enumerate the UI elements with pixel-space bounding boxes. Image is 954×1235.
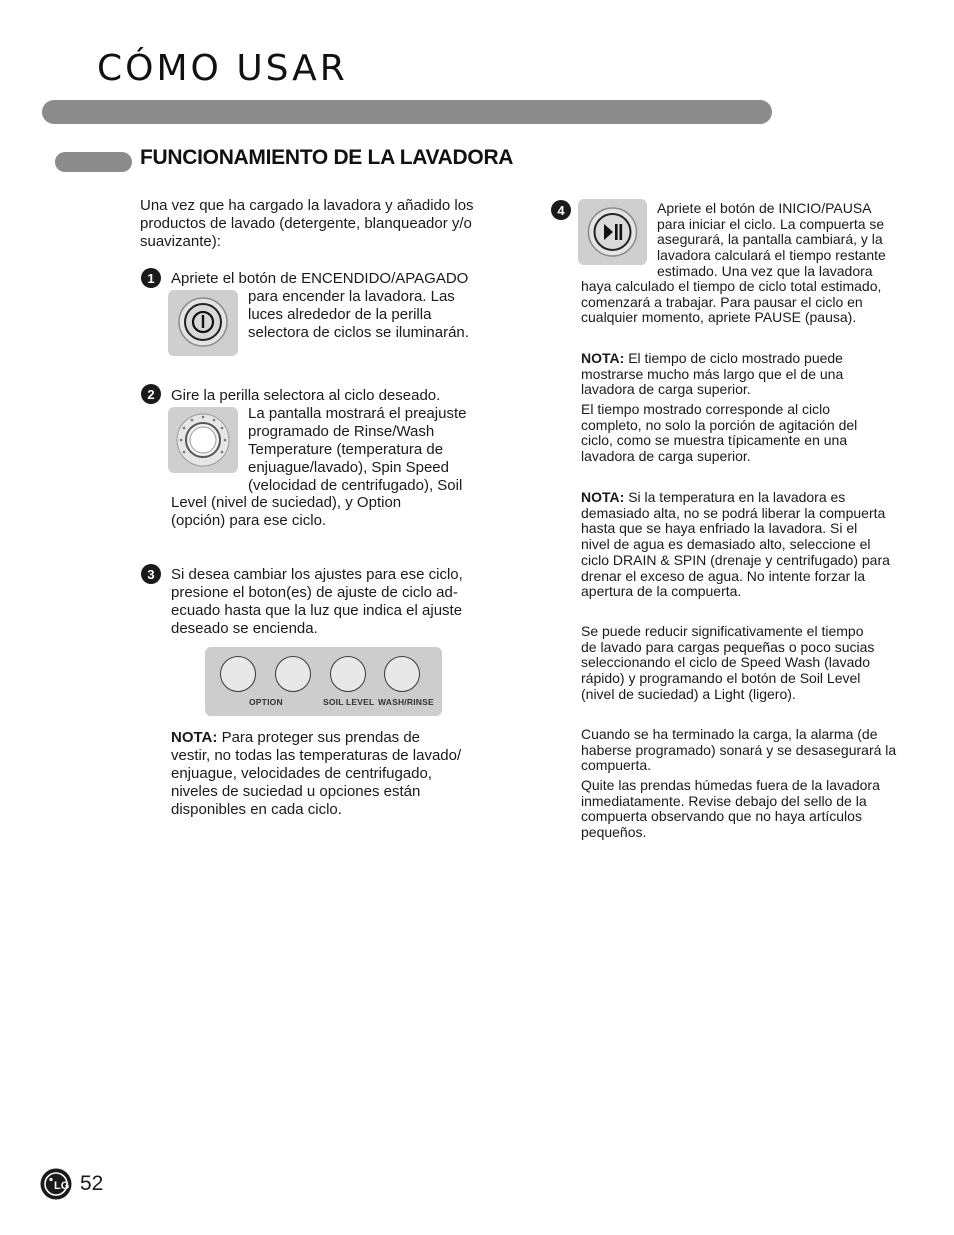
paragraph-line: ciclo, como se muestra típicamente en una	[581, 432, 848, 449]
note-line: Para proteger sus prendas de	[221, 729, 421, 746]
power-button-image	[168, 290, 238, 356]
cycle-knob-icon	[168, 407, 238, 473]
paragraph-line: de lavado para cargas pequeñas o poco sucias	[581, 638, 875, 655]
paragraph-line: El tiempo mostrado corresponde al ciclo	[581, 401, 831, 417]
step3-line: presione el boton(es) de ajuste de ciclo ad-	[171, 584, 458, 601]
paragraph-line: Quite las prendas húmedas fuera de la lavadora	[581, 777, 880, 793]
paragraph-line: lavadora de carga superior.	[581, 448, 751, 465]
note-line: niveles de suciedad u opciones están	[171, 783, 421, 800]
note-label: NOTA:	[581, 350, 625, 366]
panel-button-wash-rinse	[384, 656, 420, 692]
step-number-3: 3	[141, 564, 161, 584]
cycle-settings-panel-image	[205, 647, 442, 716]
step4-line: cualquier momento, apriete PAUSE (pausa).	[581, 309, 857, 326]
page-title: CÓMO USAR	[97, 48, 348, 89]
lg-logo-icon	[40, 1168, 72, 1200]
step4-line: estimado. Una vez que la lavadora	[657, 262, 873, 279]
intro-text: Una vez que ha cargado la lavadora y añadido los productos de lavado (detergente, blanqueador y/o suavizante):	[140, 197, 474, 250]
step1-line: selectora de ciclos se iluminarán.	[248, 324, 469, 341]
step4-line: asegurará, la pantalla cambiará, y la	[657, 231, 883, 248]
note-line: El tiempo de ciclo mostrado puede	[628, 350, 843, 366]
step1-line: para encender la lavadora. Las	[248, 288, 455, 305]
note-line: hasta que se haya enfriado la lavadora. Si el	[581, 520, 858, 537]
step4-line: para iniciar el ciclo. La compuerta se	[657, 215, 885, 232]
step4-line: lavadora calculará el tiempo restante	[657, 247, 886, 264]
step2-line: programado de Rinse/Wash	[248, 423, 435, 440]
note-label: NOTA:	[581, 489, 625, 505]
panel-button	[220, 656, 256, 692]
step-number-4: 4	[551, 200, 571, 220]
right-paragraph-2	[581, 624, 874, 703]
step3-line: Si desea cambiar los ajustes para ese ciclo,	[171, 566, 463, 583]
panel-button-option	[275, 656, 311, 692]
step2-line: (opción) para ese ciclo.	[171, 512, 327, 529]
note-line: mostrarse mucho más largo que el de una	[581, 365, 844, 382]
step3-line: ecuado hasta que la luz que indica el ajuste	[171, 602, 463, 619]
paragraph-line: (nivel de suciedad) a Light (ligero).	[581, 685, 796, 702]
start-pause-button-image	[578, 199, 647, 265]
panel-label-wash-rinse: WASH/RINSE	[378, 697, 434, 707]
step4-line: comenzará a trabajar. Para pausar el ciclo en	[581, 293, 863, 310]
note-line: demasiado alta, no se podrá liberar la compuerta	[581, 504, 886, 521]
step2-line: Gire la perilla selectora al ciclo deseado.	[171, 387, 441, 404]
panel-button-soil-level	[330, 656, 366, 692]
note-line: drenar el exceso de agua. No intente forzar la	[581, 567, 866, 584]
panel-label-option: OPTION	[249, 697, 283, 707]
paragraph-line: completo, no solo la porción de agitación del	[581, 416, 858, 433]
note-label: NOTA:	[171, 729, 218, 746]
step2-line: (velocidad de centrifugado), Soil	[248, 477, 463, 494]
lg-logo	[40, 1168, 72, 1200]
cycle-knob-image	[168, 407, 238, 473]
right-note-2	[581, 490, 890, 600]
lg-logo-text: LG	[54, 1180, 70, 1192]
page-number: 52	[80, 1172, 104, 1195]
right-paragraph-4	[581, 778, 880, 841]
note-line: lavadora de carga superior.	[581, 381, 751, 398]
step3-line: deseado se encienda.	[171, 620, 318, 637]
note-line: enjuague, velocidades de centrifugado,	[171, 765, 433, 782]
paragraph-line: compuerta.	[581, 757, 652, 774]
note-line: ciclo DRAIN & SPIN (drenaje y centrifugado) para	[581, 551, 890, 568]
section-marker	[55, 152, 132, 172]
step-number-2: 2	[141, 384, 161, 404]
step1-line: luces alrededor de la perilla	[248, 306, 432, 323]
note-line: nivel de agua es demasiado alto, seleccione el	[581, 536, 871, 553]
left-note	[171, 729, 461, 819]
play-pause-icon	[578, 199, 647, 265]
step2-line: Temperature (temperatura de	[248, 441, 444, 458]
paragraph-line: rápido) y programando el botón de Soil Level	[581, 670, 861, 687]
paragraph-line: haberse programado) sonará y se desasegurará la	[581, 741, 897, 758]
section-title: FUNCIONAMIENTO DE LA LAVADORA	[140, 146, 514, 169]
step2-line: Level (nivel de suciedad), y Option	[171, 494, 402, 511]
paragraph-line: compuerta observando que no haya artículos	[581, 808, 862, 825]
note-line: apertura de la compuerta.	[581, 583, 742, 600]
note-line: vestir, no todas las temperaturas de lavado/	[171, 747, 462, 764]
step4-line: Apriete el botón de INICIO/PAUSA	[657, 200, 872, 216]
step1-line: Apriete el botón de ENCENDIDO/APAGADO	[171, 270, 469, 287]
paragraph-line: inmediatamente. Revise debajo del sello de la	[581, 792, 867, 809]
step-number-1: 1	[141, 268, 161, 288]
paragraph-line: seleccionando el ciclo de Speed Wash (lavado	[581, 654, 870, 671]
step2-line: La pantalla mostrará el preajuste	[248, 405, 467, 422]
right-note-1	[581, 351, 843, 398]
right-paragraph-1	[581, 402, 857, 465]
panel-label-soil-level: SOIL LEVEL	[323, 697, 375, 707]
note-line: Si la temperatura en la lavadora es	[628, 489, 846, 505]
note-line: disponibles en cada ciclo.	[171, 801, 342, 818]
step4-line: haya calculado el tiempo de ciclo total estimado,	[581, 278, 882, 294]
header-bar	[42, 100, 772, 124]
paragraph-line: Se puede reducir significativamente el tiempo	[581, 623, 864, 639]
step2-line: enjuague/lavado), Spin Speed	[248, 459, 449, 476]
right-paragraph-3	[581, 727, 896, 774]
power-icon	[168, 290, 238, 356]
paragraph-line: Cuando se ha terminado la carga, la alarma (de	[581, 726, 878, 742]
paragraph-line: pequeños.	[581, 824, 647, 841]
